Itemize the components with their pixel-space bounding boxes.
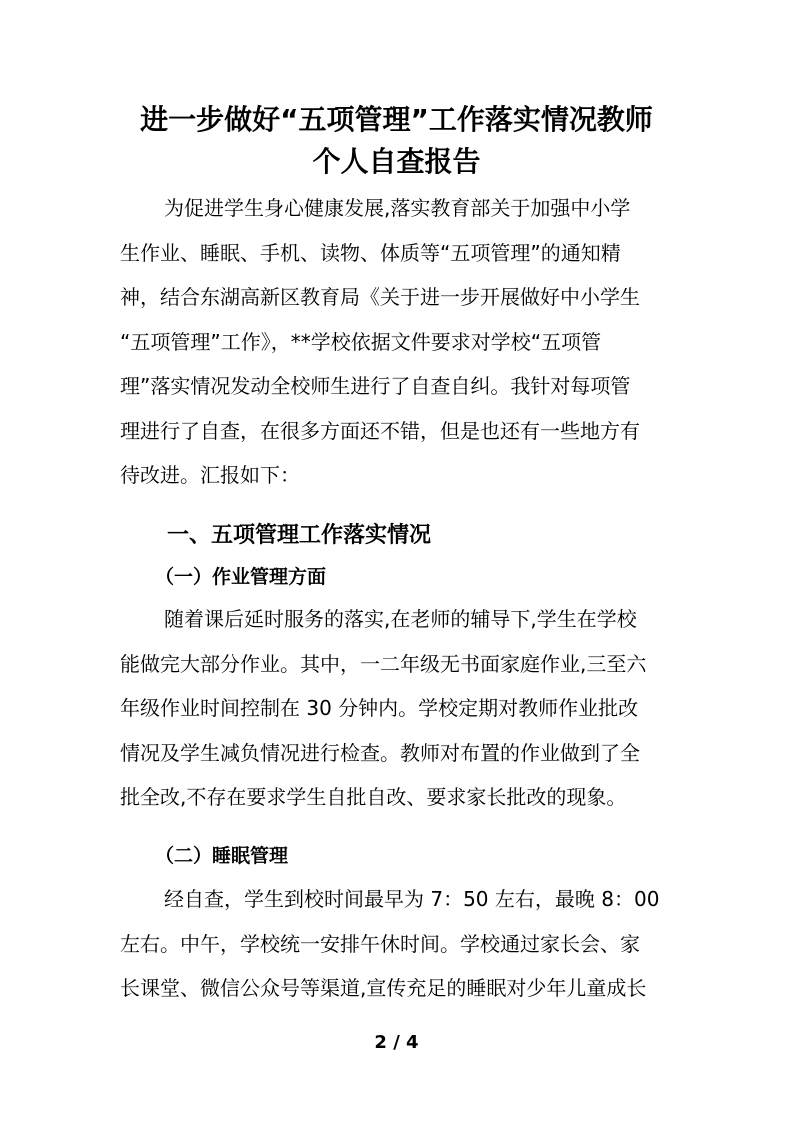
sub2-line: 长课堂、微信公众号等渠道,宣传充足的睡眠对少年儿童成长: [120, 976, 647, 1000]
page-indicator: 2 / 4: [374, 1032, 419, 1053]
sub1-line: 情况及学生减负情况进行检查。教师对布置的作业做到了全: [120, 741, 640, 765]
doc-title-line-1: 进一步做好“五项管理”工作落实情况教师: [140, 103, 653, 136]
sub1-line: 随着课后延时服务的落实,在老师的辅导下,学生在学校: [164, 607, 637, 631]
intro-line: 生作业、睡眠、手机、读物、体质等“五项管理”的通知精: [120, 241, 621, 265]
sub1-line: 批全改,不存在要求学生自批自改、要求家长批改的现象。: [120, 785, 627, 809]
sub2-line: 经自查，学生到校时间最早为 7：50 左右，最晚 8：00: [164, 887, 660, 911]
intro-line: 为促进学生身心健康发展,落实教育部关于加强中小学: [164, 196, 631, 220]
intro-line: 理”落实情况发动全校师生进行了自查自纠。我针对每项管: [120, 374, 631, 398]
intro-line: 神，结合东湖高新区教育局《关于进一步开展做好中小学生: [120, 285, 640, 309]
intro-line: 待改进。汇报如下：: [120, 463, 300, 487]
intro-line: “五项管理”工作》，**学校依据文件要求对学校“五项管: [120, 330, 602, 354]
intro-line: 理进行了自查，在很多方面还不错，但是也还有一些地方有: [120, 419, 640, 443]
sub2-line: 左右。中午，学校统一安排午休时间。学校通过家长会、家: [120, 932, 640, 956]
section-1-heading: 一、五项管理工作落实情况: [167, 523, 432, 548]
subsection-1-heading: （一）作业管理方面: [155, 566, 327, 588]
sub1-line: 年级作业时间控制在 30 分钟内。学校定期对教师作业批改: [120, 696, 639, 720]
subsection-2-heading: （二）睡眠管理: [155, 845, 289, 867]
sub1-line: 能做完大部分作业。其中，一二年级无书面家庭作业,三至六: [120, 652, 647, 676]
doc-title-line-2: 个人自查报告: [312, 145, 481, 178]
